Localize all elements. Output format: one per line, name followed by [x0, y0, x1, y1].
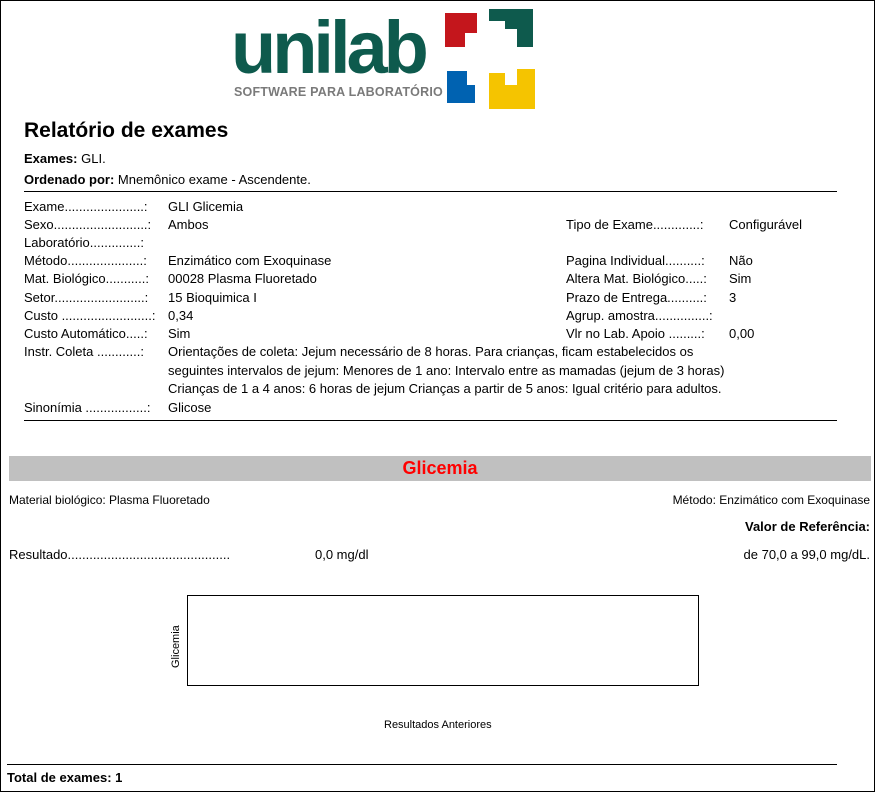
- logo-wordmark: unilab: [231, 6, 425, 89]
- method-line: Método: Enzimático com Exoquinase: [672, 493, 870, 507]
- field-label-sinonimia: Sinonímia .................:: [24, 400, 151, 415]
- field-label-prazo-entrega: Prazo de Entrega..........:: [566, 290, 707, 305]
- field-label-instr-coleta: Instr. Coleta ............:: [24, 344, 144, 359]
- order-value: Mnemônico exame - Ascendente.: [117, 172, 311, 187]
- field-value-setor: 15 Bioquimica I: [168, 290, 257, 305]
- instr-line: seguintes intervalos de jejum: Menores de 1 ano: Intervalo entre as mamadas (jejum de 3 horas): [168, 362, 725, 378]
- field-label-sexo: Sexo..........................:: [24, 217, 152, 232]
- field-label-agrup-amostra: Agrup. amostra...............:: [566, 308, 713, 323]
- field-value-sexo: Ambos: [168, 217, 209, 232]
- logo-cross-icon: [441, 7, 541, 111]
- previous-results-chart: [187, 595, 699, 686]
- divider: [24, 191, 837, 192]
- field-value-exame: GLI Glicemia: [168, 199, 244, 214]
- field-label-mat-biologico: Mat. Biológico...........:: [24, 271, 149, 286]
- instr-line: Crianças de 1 a 4 anos: 6 horas de jejum Crianças a partir de 5 anos: Igual critério para adultos.: [168, 381, 722, 396]
- field-value-metodo: Enzimático com Exoquinase: [168, 253, 332, 268]
- field-value-mat-biologico: 00028 Plasma Fluoretado: [168, 271, 317, 286]
- field-value-prazo-entrega: 3: [729, 290, 737, 305]
- field-label-setor: Setor.........................:: [24, 290, 149, 305]
- field-value-custo: 0,34: [168, 308, 194, 323]
- field-label-custo: Custo .........................:: [24, 308, 156, 323]
- exams-label: Exames:: [24, 151, 78, 166]
- field-label-vlr-lab-apoio: Vlr no Lab. Apoio .........:: [566, 326, 705, 341]
- field-value-vlr-lab-apoio: 0,00: [729, 326, 755, 341]
- logo-tagline: SOFTWARE PARA LABORATÓRIO: [234, 85, 443, 99]
- chart-y-label: Glicemia: [170, 625, 182, 668]
- field-label-altera-mat: Altera Mat. Biológico.....:: [566, 271, 707, 286]
- total-exams: Total de exames: 1: [7, 770, 123, 785]
- field-label-custo-automatico: Custo Automático.....:: [24, 326, 148, 341]
- section-title: Glicemia: [402, 458, 478, 478]
- chart-x-label: Resultados Anteriores: [384, 719, 492, 731]
- divider: [24, 420, 837, 421]
- instr-line: Orientações de coleta: Jejum necessário de 8 horas. Para crianças, ficam estabelecidos os: [168, 344, 694, 359]
- order-line: [24, 172, 311, 187]
- field-label-laboratorio: Laboratório..............:: [24, 235, 144, 250]
- field-value-altera-mat: Sim: [729, 271, 752, 286]
- field-value-sinonimia: Glicose: [168, 400, 212, 415]
- section-header: [9, 456, 871, 481]
- field-label-pagina-individual: Pagina Individual..........:: [566, 253, 705, 268]
- result-value: 0,0 mg/dl: [315, 547, 369, 562]
- divider: [7, 764, 837, 765]
- order-label: Ordenado por:: [24, 172, 115, 187]
- field-label-exame: Exame......................:: [24, 199, 148, 214]
- exams-line: [24, 151, 106, 166]
- report-title: Relatório de exames: [24, 119, 229, 142]
- result-label: Resultado.............................................: [9, 547, 231, 562]
- field-value-custo-automatico: Sim: [168, 326, 191, 341]
- field-value-pagina-individual: Não: [729, 253, 753, 268]
- reference-value: de 70,0 a 99,0 mg/dL.: [743, 547, 870, 562]
- material-line: Material biológico: Plasma Fluoretado: [9, 493, 210, 507]
- field-value-tipo-exame: Configurável: [729, 217, 802, 232]
- field-value-instr-coleta: [168, 343, 818, 399]
- reference-label: Valor de Referência:: [745, 519, 870, 534]
- field-label-tipo-exame: Tipo de Exame.............:: [566, 217, 704, 232]
- field-label-metodo: Método.....................:: [24, 253, 147, 268]
- exams-value: GLI.: [81, 151, 106, 166]
